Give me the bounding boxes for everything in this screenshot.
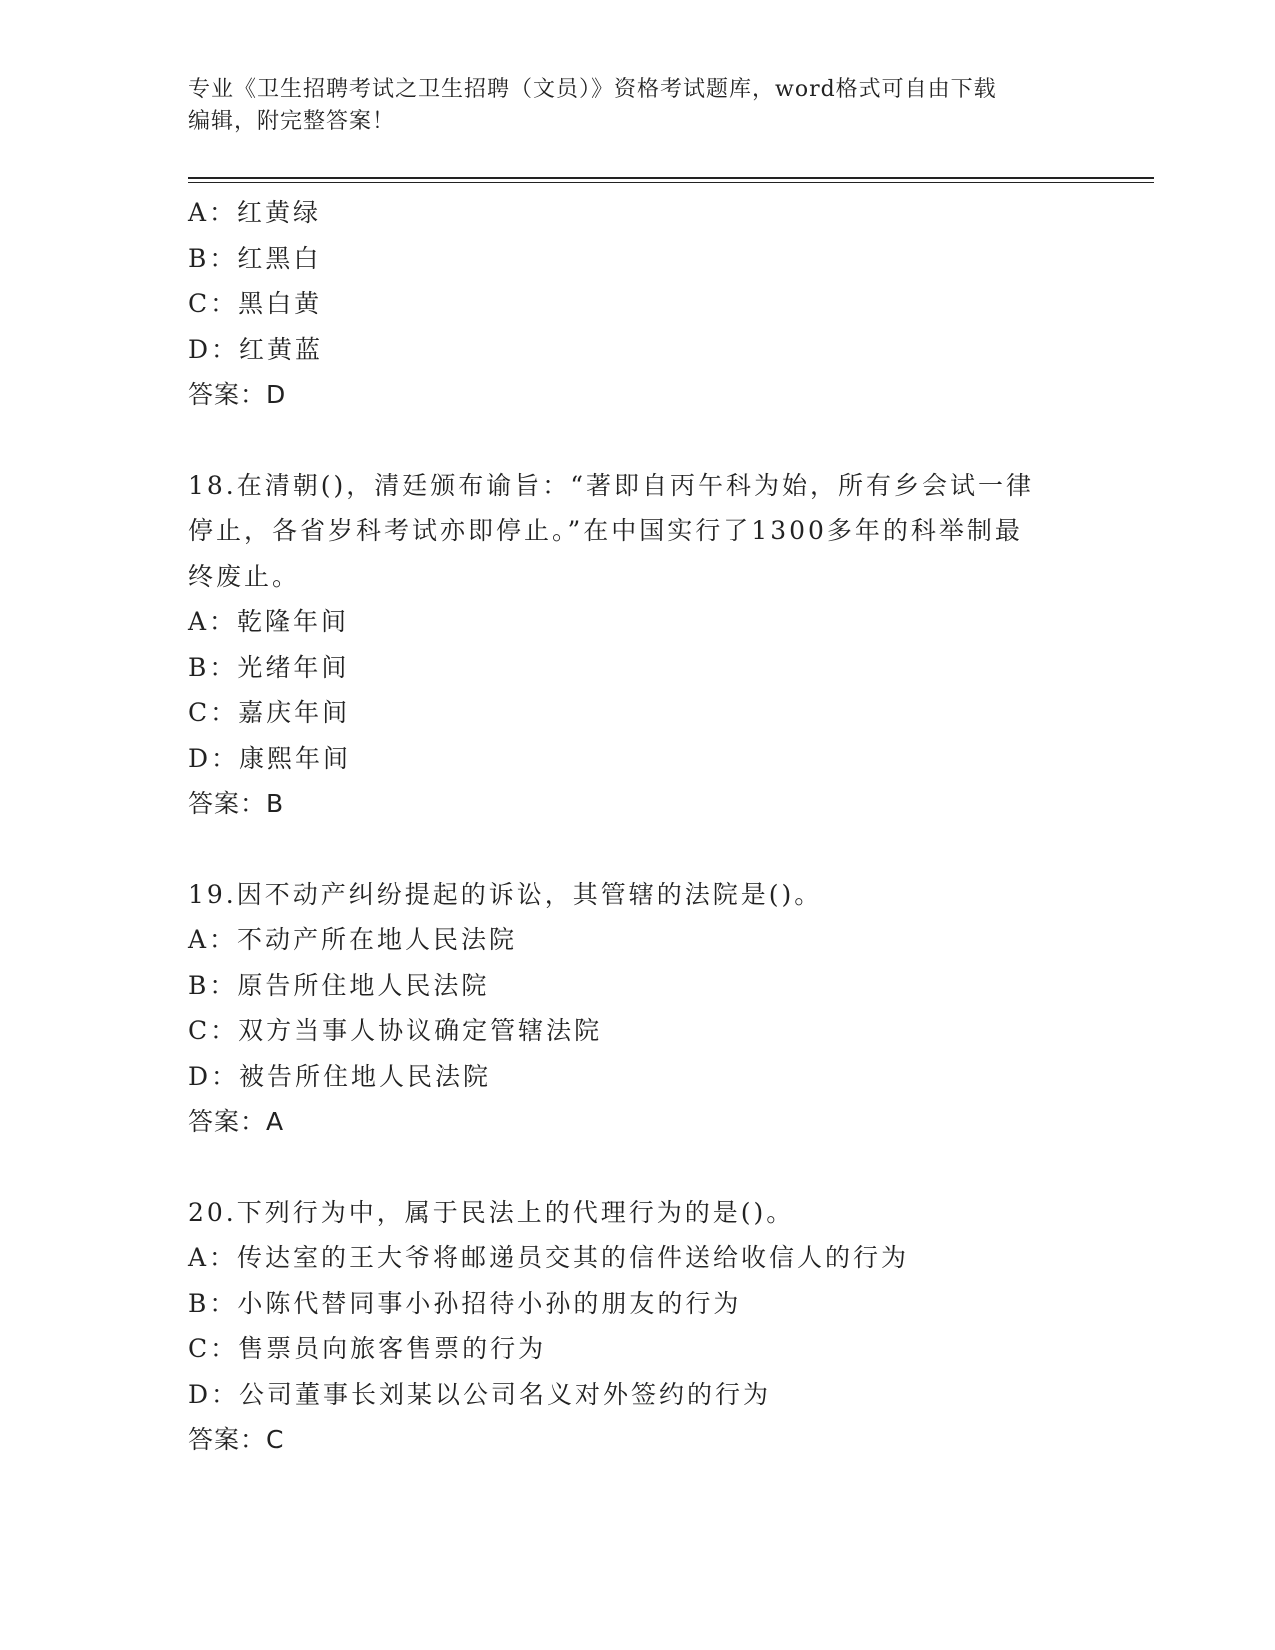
option-d: D：公司董事长刘某以公司名义对外签约的行为 [188, 1379, 772, 1409]
answer-label: 答案：D [188, 380, 287, 409]
question-stem-line: 20.下列行为中，属于民法上的代理行为的是()。 [188, 1197, 795, 1227]
answer-label: 答案：B [188, 789, 285, 818]
question-19 [188, 872, 1088, 1145]
option-b: B：红黑白 [188, 243, 322, 273]
option-c: C：售票员向旅客售票的行为 [188, 1334, 547, 1363]
question-list [188, 190, 1088, 1463]
option-d: D：被告所住地人民法院 [188, 1061, 492, 1091]
question-stem-line: 停止，各省岁科考试亦即停止。”在中国实行了1300多年的科举制最 [188, 516, 1023, 545]
option-a: A：不动产所在地人民法院 [188, 925, 518, 954]
header-rule-thick [188, 177, 1154, 179]
option-a: A：乾隆年间 [188, 607, 350, 636]
option-d: D：康熙年间 [188, 743, 352, 773]
header-line-2: 编辑，附完整答案！ [188, 109, 396, 134]
option-a: A：传达室的王大爷将邮递员交其的信件送给收信人的行为 [188, 1243, 910, 1272]
option-b: B：小陈代替同事小孙招待小孙的朋友的行为 [188, 1288, 742, 1318]
question-stem-line: 18.在清朝()，清廷颁布谕旨：“著即自丙午科为始，所有乡会试一律 [188, 470, 1035, 500]
answer-label: 答案：A [188, 1107, 285, 1136]
option-c: C：嘉庆年间 [188, 698, 351, 727]
option-b: B：光绪年间 [188, 652, 350, 682]
answer-label: 答案：C [188, 1425, 285, 1454]
question-stem-line: 终废止。 [188, 561, 301, 591]
question-17 [188, 190, 1088, 418]
option-c: C：黑白黄 [188, 289, 323, 318]
option-a: A：红黄绿 [188, 198, 322, 227]
option-b: B：原告所住地人民法院 [188, 970, 490, 1000]
option-d: D：红黄蓝 [188, 334, 324, 364]
header-rule-thin [188, 182, 1154, 183]
question-stem-line: 19.因不动产纠纷提起的诉讼，其管辖的法院是()。 [188, 879, 823, 909]
document-header [188, 74, 1088, 138]
option-c: C：双方当事人协议确定管辖法院 [188, 1016, 603, 1045]
question-18 [188, 463, 1088, 827]
header-line-1: 专业《卫生招聘考试之卫生招聘（文员）》资格考试题库，word格式可自由下载 [188, 77, 997, 102]
question-20 [188, 1190, 1088, 1463]
